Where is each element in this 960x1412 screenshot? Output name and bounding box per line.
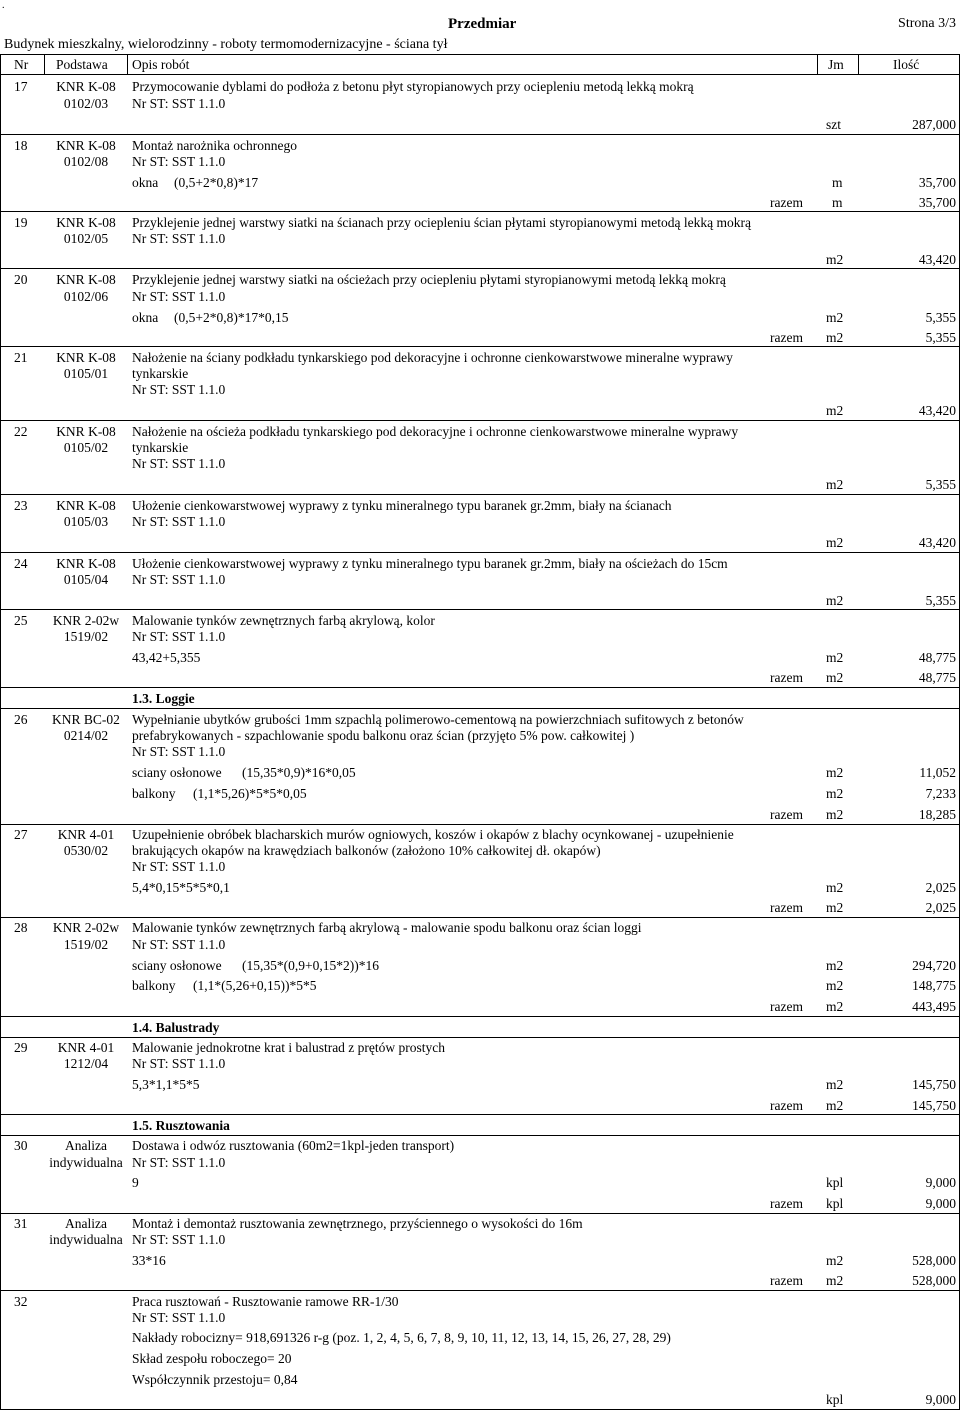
row-nr: 28	[14, 920, 28, 935]
row-unit: m2	[826, 477, 844, 492]
row-nr: 27	[14, 827, 28, 842]
calc-value: 35,700	[918, 175, 956, 190]
calc-unit: m2	[826, 978, 844, 993]
razem-label: razem	[770, 1196, 803, 1211]
row-podstawa: KNR 4-01	[57, 827, 115, 842]
row-podstawa-code: 0102/03	[63, 96, 109, 111]
row-divider	[0, 687, 960, 688]
row-podstawa-code: 0105/01	[63, 366, 109, 381]
row-st: Nr ST: SST 1.1.0	[132, 382, 226, 397]
row-nr: 31	[14, 1216, 28, 1231]
row-podstawa-code: indywidualna	[49, 1232, 123, 1247]
row-description: Ułożenie cienkowarstwowej wyprawy z tynku mineralnego typu baranek gr.2mm, biały na ścianach	[132, 498, 672, 513]
calc-label: okna	[132, 310, 159, 325]
row-unit: szt	[826, 117, 841, 132]
razem-unit: m	[832, 195, 843, 210]
row-description: Ułożenie cienkowarstwowej wyprawy z tynku mineralnego typu baranek gr.2mm, biały na ościeżach do 15cm	[132, 556, 728, 571]
razem-unit: m2	[826, 999, 844, 1014]
row-description-cont: tynkarskie	[132, 366, 189, 381]
row-podstawa: KNR K-08	[56, 79, 116, 94]
section-heading: 1.4. Balustrady	[132, 1020, 220, 1035]
row-description-cont: tynkarskie	[132, 440, 189, 455]
row-nr: 23	[14, 498, 28, 513]
col-opis: Opis robót	[132, 57, 190, 72]
calc-label: balkony	[132, 786, 176, 801]
row-description: Montaż narożnika ochronnego	[132, 138, 297, 153]
razem-value: 9,000	[925, 1196, 956, 1211]
row-st: Nr ST: SST 1.1.0	[132, 744, 226, 759]
row-nr: 21	[14, 350, 28, 365]
row-podstawa-code: 0102/05	[63, 231, 109, 246]
calc-formula: 33*16	[132, 1253, 166, 1268]
row-divider	[0, 1037, 960, 1038]
calc-value: 145,750	[912, 1077, 956, 1092]
row-divider	[0, 824, 960, 825]
row-description: Nałożenie na ściany podkładu tynkarskiego pod dekoracyjne i ochronne cienkowarstwowe mineralne wyprawy	[132, 350, 733, 365]
row-podstawa: KNR K-08	[56, 498, 116, 513]
calc-formula: (1,1*(5,26+0,15))*5*5	[193, 978, 317, 993]
row-quantity: 43,420	[918, 252, 956, 267]
row-description: Malowanie jednokrotne krat i balustrad z prętów prostych	[132, 1040, 446, 1055]
row-quantity: 5,355	[925, 477, 956, 492]
row-st: Nr ST: SST 1.1.0	[132, 154, 226, 169]
row-podstawa: KNR 2-02w	[52, 920, 120, 935]
razem-value: 18,285	[918, 807, 956, 822]
razem-unit: kpl	[826, 1196, 844, 1211]
row-podstawa: KNR 2-02w	[52, 613, 120, 628]
col-jm: Jm	[828, 57, 844, 72]
row-unit: m2	[826, 535, 844, 550]
table-left-border	[0, 54, 1, 1410]
row-podstawa: KNR 4-01	[57, 1040, 115, 1055]
col-nr: Nr	[14, 57, 29, 72]
row-quantity: 9,000	[925, 1392, 956, 1407]
row-unit: m2	[826, 403, 844, 418]
calc-value: 5,355	[925, 310, 956, 325]
corner-dot: .	[2, 0, 5, 11]
row-podstawa: Analiza	[65, 1216, 107, 1231]
calc-unit: m2	[826, 880, 844, 895]
row-divider	[0, 552, 960, 553]
calc-formula: (15,35*0,9)*16*0,05	[242, 765, 356, 780]
row-podstawa: KNR K-08	[56, 424, 116, 439]
row-description: Malowanie tynków zewnętrznych farbą akrylową, kolor	[132, 613, 435, 628]
calc-value: 9,000	[925, 1175, 956, 1190]
row-divider	[0, 609, 960, 610]
row-podstawa-code: 1519/02	[63, 629, 109, 644]
row-st: Nr ST: SST 1.1.0	[132, 629, 226, 644]
row-divider	[0, 917, 960, 918]
row-nr: 20	[14, 272, 28, 287]
row-nr: 17	[14, 79, 28, 94]
row-nr: 22	[14, 424, 28, 439]
razem-value: 48,775	[918, 670, 956, 685]
row-nr: 18	[14, 138, 28, 153]
col-separator	[858, 54, 859, 74]
row-divider	[0, 346, 960, 347]
section-heading: 1.3. Loggie	[132, 691, 195, 706]
row-unit: m2	[826, 252, 844, 267]
razem-unit: m2	[826, 807, 844, 822]
row-st: Nr ST: SST 1.1.0	[132, 1056, 226, 1071]
row-st: Nr ST: SST 1.1.0	[132, 937, 226, 952]
row-st: Nr ST: SST 1.1.0	[132, 289, 226, 304]
calc-formula: (15,35*(0,9+0,15*2))*16	[242, 958, 379, 973]
row-divider	[0, 494, 960, 495]
razem-label: razem	[770, 900, 803, 915]
row-divider	[0, 1114, 960, 1115]
row-st: Nr ST: SST 1.1.0	[132, 96, 226, 111]
row-podstawa-code: 0214/02	[63, 728, 109, 743]
razem-label: razem	[770, 195, 803, 210]
row-description: Uzupełnienie obróbek blacharskich murów ogniowych, koszów i okapów z blachy ocynkowanej - uzupełnienie	[132, 827, 734, 842]
row-st: Nr ST: SST 1.1.0	[132, 1310, 226, 1325]
row-divider	[0, 211, 960, 212]
row-nr: 25	[14, 613, 28, 628]
razem-unit: m2	[826, 330, 844, 345]
calc-value: 2,025	[925, 880, 956, 895]
section-heading: 1.5. Rusztowania	[132, 1118, 230, 1133]
razem-value: 443,495	[912, 999, 956, 1014]
row-podstawa-code: 1212/04	[63, 1056, 109, 1071]
calc-value: 148,775	[912, 978, 956, 993]
row-description-cont: prefabrykowanych - szpachlowanie spodu balkonu oraz ścian (przyjęto 5% pow. całkowitej )	[132, 728, 635, 743]
calc-formula: 5,4*0,15*5*5*0,1	[132, 880, 230, 895]
calc-value: 11,052	[919, 765, 956, 780]
razem-label: razem	[770, 1098, 803, 1113]
razem-label: razem	[770, 807, 803, 822]
row-podstawa: KNR K-08	[56, 215, 116, 230]
col-separator	[127, 54, 128, 74]
razem-value: 35,700	[918, 195, 956, 210]
calc-formula: 9	[132, 1175, 139, 1190]
idle-factor-note: Współczynnik przestoju= 0,84	[132, 1372, 298, 1387]
row-description: Praca rusztowań - Rusztowanie ramowe RR-1/30	[132, 1294, 399, 1309]
row-description: Przyklejenie jednej warstwy siatki na ościeżach przy ociepleniu płytami styropianowymi metodą lekką mokrą	[132, 272, 726, 287]
row-podstawa-code: 0102/08	[63, 154, 109, 169]
calc-formula: 43,42+5,355	[132, 650, 201, 665]
calc-formula: (1,1*5,26)*5*5*0,05	[193, 786, 307, 801]
row-podstawa-code: 0105/02	[63, 440, 109, 455]
row-podstawa-code: 1519/02	[63, 937, 109, 952]
calc-value: 7,233	[925, 786, 956, 801]
row-description: Wypełnianie ubytków grubości 1mm szpachlą polimerowo-cementową na powierzchniach sufitowych z betonów	[132, 712, 744, 727]
row-podstawa: KNR BC-02	[52, 712, 120, 727]
row-podstawa-code: 0102/06	[63, 289, 109, 304]
calc-value: 48,775	[918, 650, 956, 665]
calc-unit: kpl	[826, 1175, 844, 1190]
row-description: Nałożenie na ościeża podkładu tynkarskiego pod dekoracyjne i ochronne cienkowarstwowe mineralne wyprawy	[132, 424, 739, 439]
calc-unit: m2	[826, 765, 844, 780]
row-nr: 30	[14, 1138, 28, 1153]
table-bottom-rule	[0, 1409, 960, 1410]
col-separator	[44, 54, 45, 74]
row-description-cont: brakujących okapów na krawędziach balkonów (założono 10% całkowitej dł. okapów)	[132, 843, 601, 858]
row-st: Nr ST: SST 1.1.0	[132, 1232, 226, 1247]
razem-label: razem	[770, 1273, 803, 1288]
page-number: Strona 3/3	[898, 16, 956, 31]
calc-formula: 5,3*1,1*5*5	[132, 1077, 200, 1092]
row-podstawa-code: 0105/03	[63, 514, 109, 529]
calc-unit: m2	[826, 310, 844, 325]
row-nr: 32	[14, 1294, 28, 1309]
row-st: Nr ST: SST 1.1.0	[132, 572, 226, 587]
row-st: Nr ST: SST 1.1.0	[132, 514, 226, 529]
razem-value: 2,025	[925, 900, 956, 915]
calc-unit: m2	[826, 1253, 844, 1268]
calc-label: sciany osłonowe	[132, 765, 222, 780]
calc-label: sciany osłonowe	[132, 958, 222, 973]
calc-unit: m2	[826, 786, 844, 801]
document-title: Przedmiar	[448, 16, 517, 32]
row-nr: 19	[14, 215, 28, 230]
calc-formula: (0,5+2*0,8)*17*0,15	[174, 310, 289, 325]
document-subtitle: Budynek mieszkalny, wielorodzinny - roboty termomodernizacyjne - ściana tył	[4, 37, 448, 52]
row-unit: m2	[826, 593, 844, 608]
col-separator	[817, 54, 818, 74]
calc-label: okna	[132, 175, 159, 190]
row-podstawa-code: 0530/02	[63, 843, 109, 858]
razem-label: razem	[770, 670, 803, 685]
row-quantity: 287,000	[912, 117, 956, 132]
row-quantity: 5,355	[925, 593, 956, 608]
calc-unit: m	[832, 175, 843, 190]
row-nr: 24	[14, 556, 28, 571]
col-podstawa: Podstawa	[56, 57, 108, 72]
header-top-rule	[0, 54, 960, 55]
row-podstawa: Analiza	[65, 1138, 107, 1153]
row-podstawa: KNR K-08	[56, 272, 116, 287]
row-divider	[0, 420, 960, 421]
row-divider	[0, 1290, 960, 1291]
razem-value: 528,000	[912, 1273, 956, 1288]
header-bottom-rule	[0, 74, 960, 75]
row-divider	[0, 708, 960, 709]
row-description: Dostawa i odwóz rusztowania (60m2=1kpl-jeden transport)	[132, 1138, 455, 1153]
calc-value: 528,000	[912, 1253, 956, 1268]
row-podstawa-code: 0105/04	[63, 572, 109, 587]
row-description: Malowanie tynków zewnętrznych farbą akrylową - malowanie spodu balkonu oraz ścian loggi	[132, 920, 642, 935]
crew-note: Skład zespołu roboczego= 20	[132, 1351, 292, 1366]
razem-unit: m2	[826, 1273, 844, 1288]
razem-label: razem	[770, 330, 803, 345]
razem-label: razem	[770, 999, 803, 1014]
row-podstawa: KNR K-08	[56, 350, 116, 365]
row-st: Nr ST: SST 1.1.0	[132, 231, 226, 246]
row-unit: kpl	[826, 1392, 844, 1407]
row-quantity: 43,420	[918, 403, 956, 418]
calc-label: balkony	[132, 978, 176, 993]
row-nr: 26	[14, 712, 28, 727]
row-st: Nr ST: SST 1.1.0	[132, 1155, 226, 1170]
labor-note: Nakłady robocizny= 918,691326 r-g (poz. 1, 2, 4, 5, 6, 7, 8, 9, 10, 11, 12, 13, 14, 15, 26, 27, 28, 29)	[132, 1330, 671, 1345]
razem-unit: m2	[826, 670, 844, 685]
row-nr: 29	[14, 1040, 28, 1055]
row-podstawa: KNR K-08	[56, 138, 116, 153]
razem-unit: m2	[826, 1098, 844, 1113]
row-divider	[0, 134, 960, 135]
row-description: Przymocowanie dyblami do podłoża z betonu płyt styropianowych przy ociepleniu metodą lekką mokrą	[132, 79, 694, 94]
razem-value: 145,750	[912, 1098, 956, 1113]
row-st: Nr ST: SST 1.1.0	[132, 456, 226, 471]
row-divider	[0, 1135, 960, 1136]
row-divider	[0, 1016, 960, 1017]
razem-value: 5,355	[925, 330, 956, 345]
row-podstawa: KNR K-08	[56, 556, 116, 571]
calc-unit: m2	[826, 1077, 844, 1092]
calc-value: 294,720	[912, 958, 956, 973]
row-divider	[0, 1213, 960, 1214]
row-description: Przyklejenie jednej warstwy siatki na ścianach przy ociepleniu ścian płytami styropianowymi metodą lekką mokrą	[132, 215, 751, 230]
row-description: Montaż i demontaż rusztowania zewnętrznego, przyściennego o wysokości do 16m	[132, 1216, 583, 1231]
calc-unit: m2	[826, 958, 844, 973]
row-podstawa-code: indywidualna	[49, 1155, 123, 1170]
calc-formula: (0,5+2*0,8)*17	[174, 175, 259, 190]
col-ilosc: Ilość	[893, 57, 920, 72]
razem-unit: m2	[826, 900, 844, 915]
row-st: Nr ST: SST 1.1.0	[132, 859, 226, 874]
calc-unit: m2	[826, 650, 844, 665]
row-quantity: 43,420	[918, 535, 956, 550]
row-divider	[0, 268, 960, 269]
